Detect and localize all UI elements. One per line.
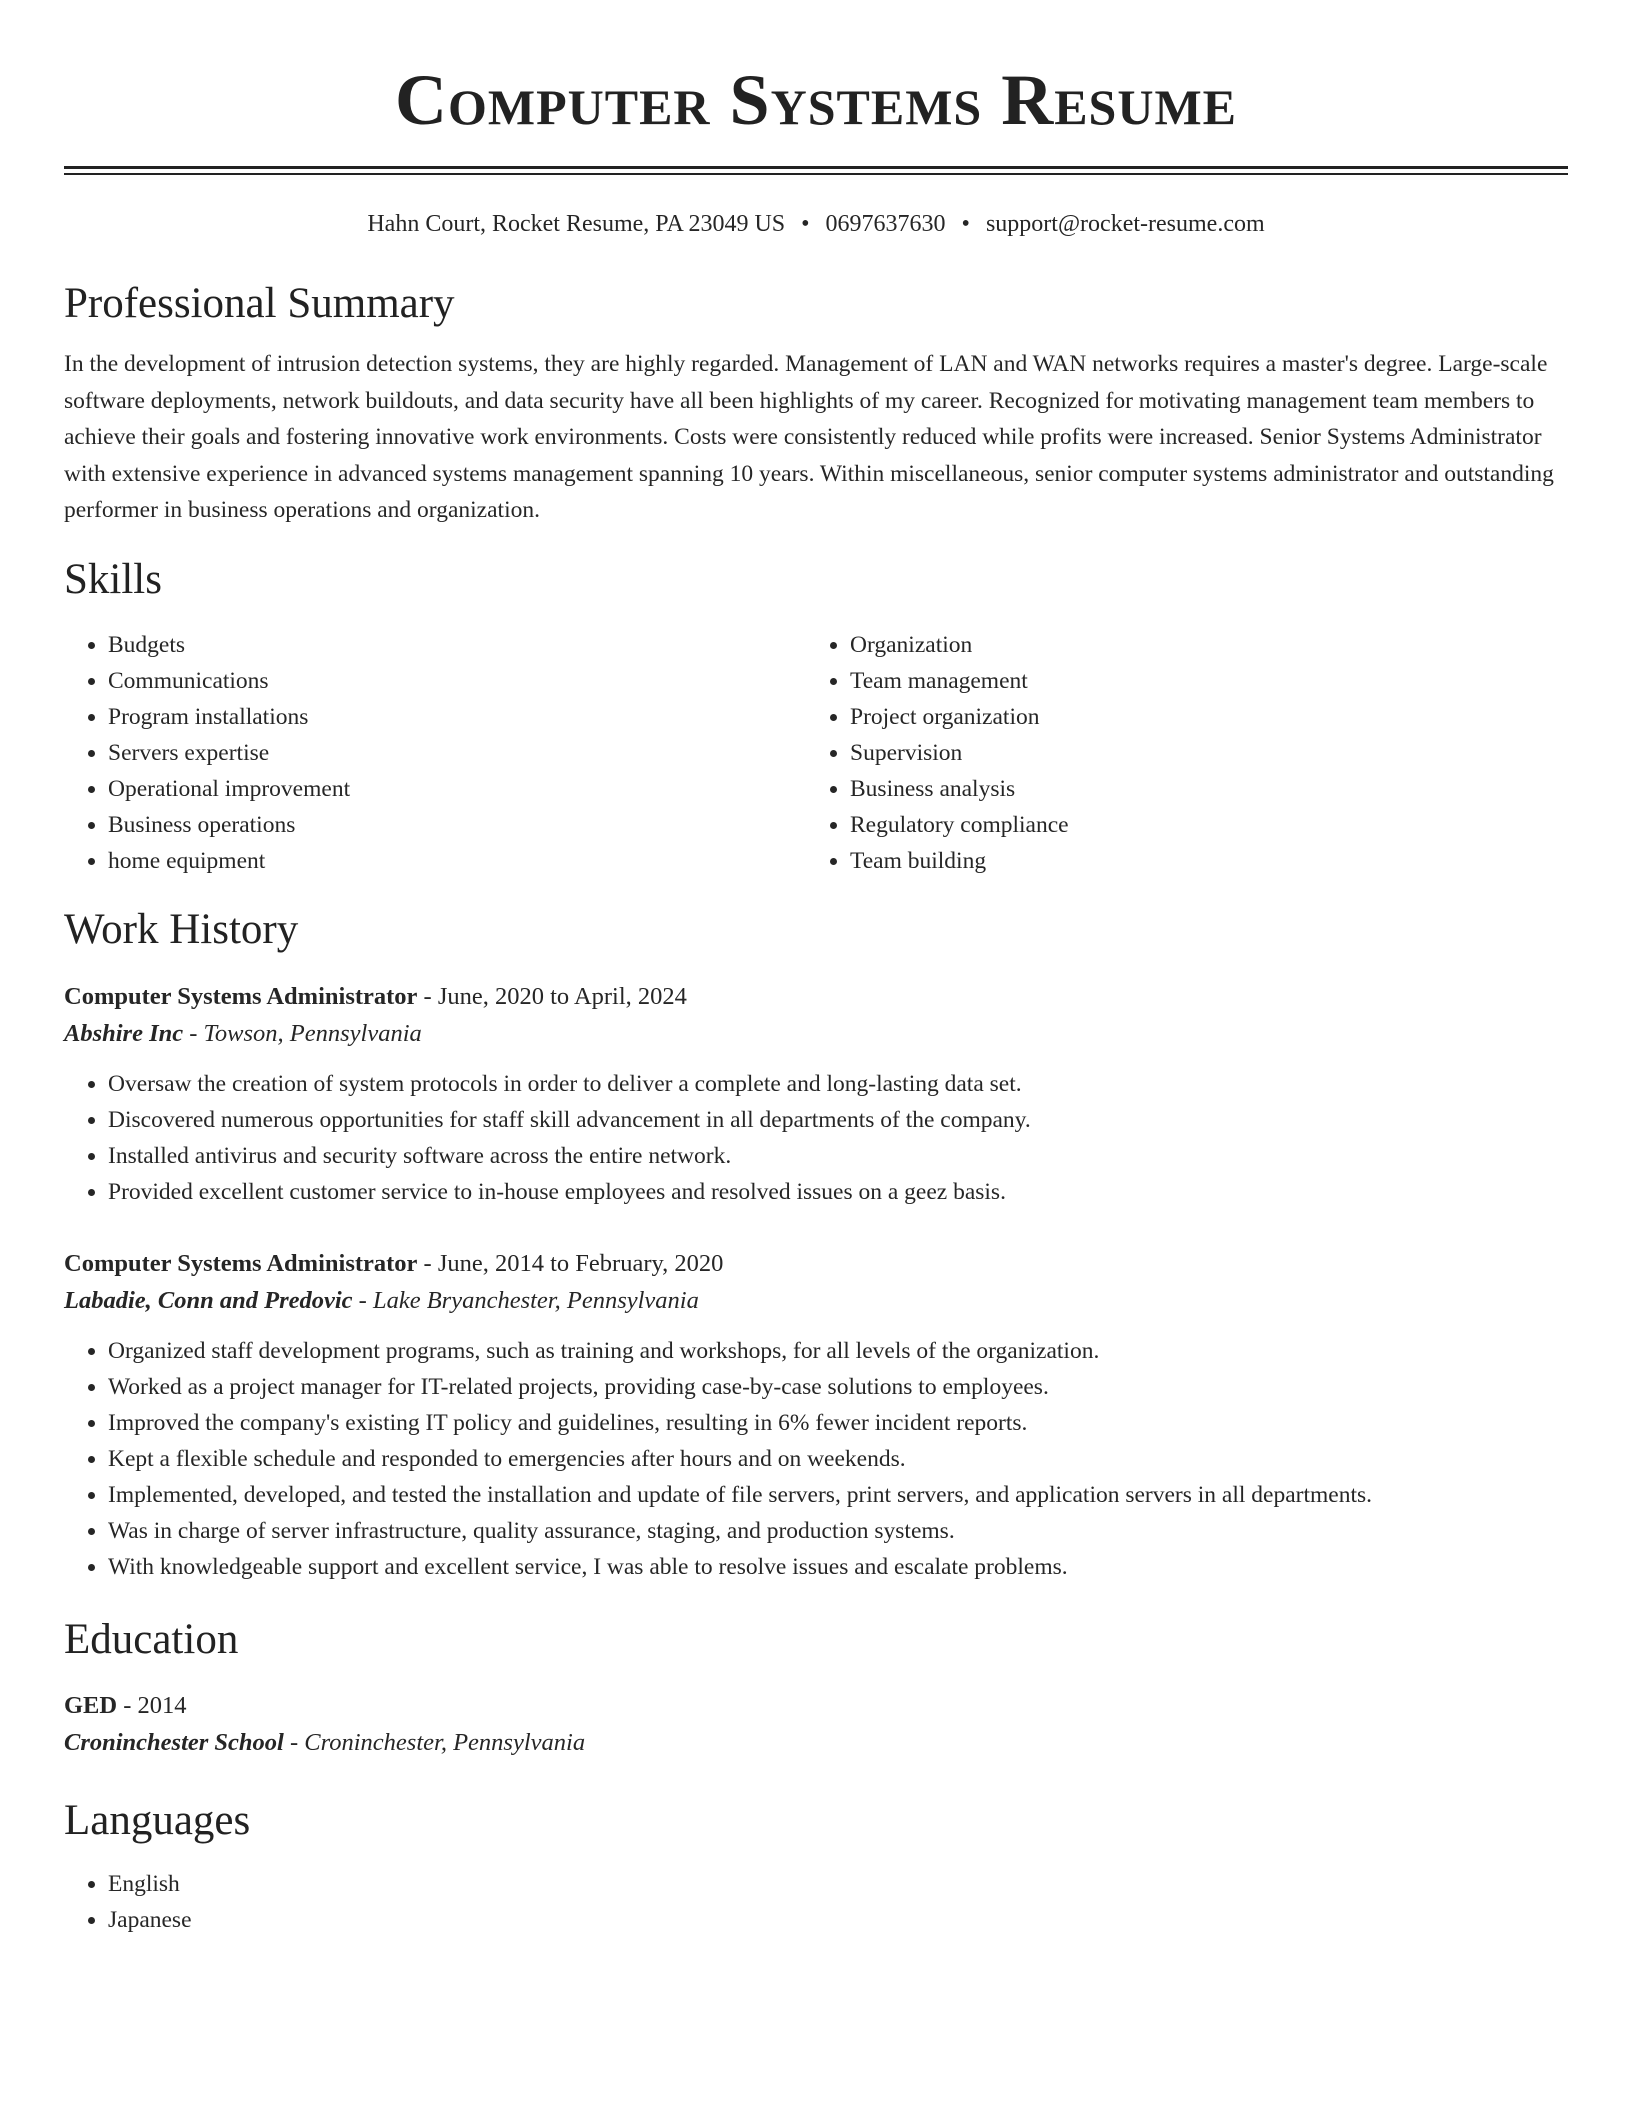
resume-title: Computer Systems Resume: [395, 60, 1237, 140]
job-duties: [64, 1333, 1568, 1585]
contact-address: Hahn Court, Rocket Resume, PA 23049 US: [367, 211, 786, 237]
job-location: - Lake Bryanchester, Pennsylvania: [352, 1286, 699, 1314]
skill-item: • Business analysis: [850, 771, 1548, 807]
title-rule-thin: [64, 173, 1568, 175]
contact-separator: •: [801, 211, 810, 237]
skills-list: [64, 627, 1568, 879]
skill-item: • Organization: [850, 627, 1548, 663]
job-dates: - June, 2020 to April, 2024: [417, 982, 687, 1010]
education-degree-line: [64, 1688, 1568, 1724]
resume-page: [64, 0, 1568, 1938]
job-duty: • Oversaw the creation of system protocols in order to deliver a complete and long-lasting data set.: [108, 1066, 1568, 1102]
skill-item: • Servers expertise: [108, 735, 806, 771]
contact-line: [64, 209, 1568, 239]
job-duty: • Kept a flexible schedule and responded to emergencies after hours and on weekends.: [108, 1441, 1568, 1477]
skill-item: • home equipment: [108, 843, 806, 879]
job-employer: [64, 1282, 1568, 1320]
languages-heading: Languages: [64, 1796, 251, 1844]
education-heading: Education: [64, 1615, 239, 1663]
education-year: - 2014: [117, 1691, 187, 1719]
education-location: - Croninchester, Pennsylvania: [283, 1728, 586, 1756]
job-duty: • Worked as a project manager for IT-related projects, providing case-by-case solutions to employees.: [108, 1369, 1568, 1405]
job-duty: • Was in charge of server infrastructure, quality assurance, staging, and production systems.: [108, 1513, 1568, 1549]
job-role: Computer Systems Administrator: [64, 1249, 418, 1277]
skill-item: • Program installations: [108, 699, 806, 735]
skills-column-right: [806, 627, 1548, 879]
skill-item: • Operational improvement: [108, 771, 806, 807]
job-company: Abshire Inc: [64, 1019, 184, 1047]
job-duty: • Improved the company's existing IT policy and guidelines, resulting in 6% fewer incident reports.: [108, 1405, 1568, 1441]
education-degree: GED: [64, 1691, 118, 1719]
job-role: Computer Systems Administrator: [64, 982, 418, 1010]
job-duty: • Installed antivirus and security software across the entire network.: [108, 1138, 1568, 1174]
languages-list: [64, 1866, 1568, 1938]
job-duty: • With knowledgeable support and excellent service, I was able to resolve issues and escalate problems.: [108, 1549, 1568, 1585]
job-header: [64, 979, 1568, 1015]
education-entry: [64, 1688, 1568, 1762]
contact-email: support@rocket-resume.com: [985, 211, 1265, 237]
skill-item: • Budgets: [108, 627, 806, 663]
job-duty: • Discovered numerous opportunities for staff skill advancement in all departments of the company.: [108, 1102, 1568, 1138]
job-entry: [64, 1246, 1568, 1585]
skill-item: • Business operations: [108, 807, 806, 843]
skills-column-left: [64, 627, 806, 879]
skill-item: • Communications: [108, 663, 806, 699]
job-company: Labadie, Conn and Predovic: [64, 1286, 353, 1314]
language-item: • English: [108, 1866, 1568, 1902]
work-history-heading: Work History: [64, 905, 299, 953]
title-rule-thick: [64, 166, 1568, 169]
education-school: Croninchester School: [64, 1728, 284, 1756]
job-duty: • Implemented, developed, and tested the installation and update of file servers, print servers, and application servers in all departments.: [108, 1477, 1568, 1513]
job-duty: • Organized staff development programs, such as training and workshops, for all levels of the organization.: [108, 1333, 1568, 1369]
skill-item: • Project organization: [850, 699, 1548, 735]
contact-separator: •: [961, 211, 970, 237]
language-item: • Japanese: [108, 1902, 1568, 1938]
skill-item: • Regulatory compliance: [850, 807, 1548, 843]
skills-heading: Skills: [64, 555, 162, 603]
job-duty: • Provided excellent customer service to in-house employees and resolved issues on a geez basis.: [108, 1174, 1568, 1210]
job-dates: - June, 2014 to February, 2020: [417, 1249, 724, 1277]
skill-item: • Team building: [850, 843, 1548, 879]
job-employer: [64, 1015, 1568, 1053]
skill-item: • Supervision: [850, 735, 1548, 771]
summary-text: In the development of intrusion detection systems, they are highly regarded. Management of LAN and WAN networks requires a master's degree. Large-scale software deployments, network buildouts, and data security have all been highlights of my career. Recognized for motivating management team members to achieve their goals and fostering innovative work environments. Costs were consistently reduced while profits were increased. Senior Systems Administrator with extensive experience in advanced systems management spanning 10 years. Within miscellaneous, senior computer systems administrator and outstanding performer in business operations and organization.: [64, 351, 1554, 523]
education-school-line: [64, 1724, 1568, 1762]
summary-heading: Professional Summary: [64, 280, 455, 327]
contact-phone: 0697637630: [825, 211, 946, 237]
job-duties: [64, 1066, 1568, 1210]
skill-item: • Team management: [850, 663, 1548, 699]
job-header: [64, 1246, 1568, 1282]
job-location: - Towson, Pennsylvania: [183, 1019, 422, 1047]
job-entry: [64, 979, 1568, 1210]
